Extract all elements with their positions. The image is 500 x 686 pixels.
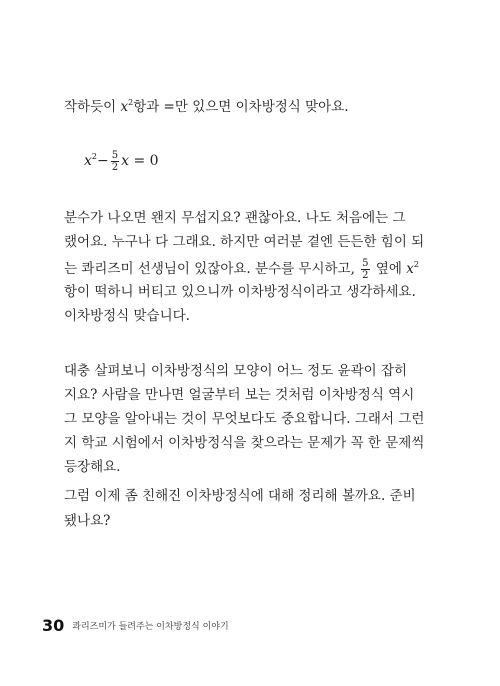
para1-line5: 이차방정식 맞습니다. [64,308,190,324]
para1-line3-fraction-denominator: 2 [362,270,369,281]
intro-math-var: x [120,99,129,115]
intro-text-before: 작하듯이 [64,99,121,115]
intro-text-after: 항과 =만 있으면 이차방정식 맞아요. [133,99,349,115]
para3-line2: 됐나요? [64,513,111,529]
equation-exponent: 2 [91,152,97,161]
para2-line3: 그 모양을 알아내는 것이 무엇보다도 중요합니다. 그래서 그런 [64,411,425,427]
page-footer [42,616,229,635]
para1-line3-text-after: 옆에 [371,261,407,277]
equation-fraction-numerator: 5 [111,149,119,161]
para2-line4: 지 학교 시험에서 이차방정식을 찾으라는 문제가 꼭 한 문제씩 [64,435,425,451]
para1-line3-text-before: 는 콰리즈미 선생님이 있잖아요. 분수를 무시하고, [64,261,360,277]
para1-line3-math-var: x [406,261,414,277]
para1-line3-fraction-numerator: 5 [362,258,369,269]
para1-line3 [64,252,419,282]
equation-rest: = 0 [129,153,159,169]
para3-line1: 그럼 이제 좀 친해진 이차방정식에 대해 정리해 볼까요. 준비 [64,488,416,504]
equation-fraction-denominator: 2 [111,161,119,173]
quadratic-equation [84,146,159,173]
equation-minus: − [97,153,109,169]
para1-line2: 랬어요. 누구나 다 그래요. 하지만 여러분 곁엔 든든한 힘이 되 [64,234,425,250]
equation-var-2: x [121,153,130,169]
para1-line1: 분수가 나오면 왠지 무섭지요? 괜찮아요. 나도 처음에는 그 [64,210,406,226]
para2-line2: 지요? 사람을 만나면 얼굴부터 보는 것처럼 이차방정식 역시 [64,387,415,403]
book-title: 콰리즈미가 들려주는 이차방정식 이야기 [72,622,229,632]
para1-line3-math-exponent: 2 [413,260,419,269]
para2-line1: 대충 살펴보니 이차방정식의 모양이 어느 정도 윤곽이 잡히 [64,363,408,379]
page-number: 30 [42,616,65,635]
para1-line4: 항이 떡하니 버티고 있으니까 이차방정식이라고 생각하세요. [64,284,416,300]
equation-fraction [111,150,119,173]
intro-line [64,94,404,116]
para1-line3-fraction [361,258,369,281]
para2-line5: 등장해요. [64,459,121,475]
intro-math-exponent: 2 [128,98,134,107]
equation-var: x [84,153,92,169]
